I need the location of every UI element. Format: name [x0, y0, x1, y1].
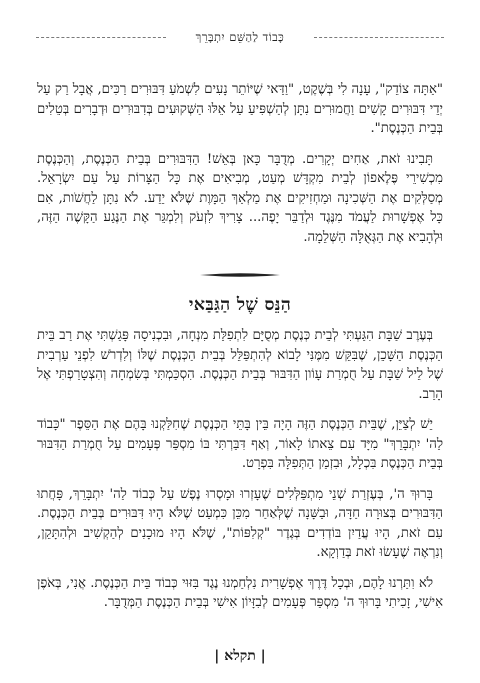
- paragraph: תָּבִינוּ זֹאת, אַחִים יְקָרִים. מְדֻבָּר כָּאן בְּאֵשׁ! הַדִּבּוּרִים בְּבֵית הַכְּנֶסֶת, וְהַכְּנֶסֶת מִכְשִׁירֵי פֶּלֶאפוֹן לְבֵית מִקְדָּשׁ מְעַט, מְבִיאִים אֶת כָּל הַצָּרוֹת עַל עַם יִשְׂרָאֵל. מְסַלְּקִים אֶת הַשְּׁכִינָה וּמַחְזִיקִים אֶת מַלְאַךְ הַמָּוֶת שֶׁלֹּא יֵדַע. לֹא נִתָּן לַחֲשֹׁות, אִם כָּל אֶפְשָׁרוּת לַעֲמֹד מִנֶּגֶד וּלְדַבֵּר יָפֶה... צָרִיךְ לִזְעֹק וְלִמְגֵּר אֶת הַנֶּגַע הַקָּשֶׁה הַזֶּה, וּלְהָבִיא אֶת הַגְּאֻלָּה הַשְּׁלֵמָה.: [37, 151, 443, 245]
- header-rule-right: [314, 37, 444, 38]
- page-number: | תקלא |: [214, 648, 266, 664]
- paragraph: "אַתָּה צוֹדֵק", עָנָה לִי בְּשֶׁקֶט, "וַדַּאי שֶׁיּוֹתֵר נָעִים לִשְׁמֹעַ דִּבּוּרִים רַכִּים, אֲבָל רַק עַל יְדֵי דִּבּוּרִים קָשִׁים וַחֲמוּרִים נִתָּן לְהַשְׁפִּיעַ עַל אֵלּוּ הַשְּׁקוּעִים בְּדִבּוּרִים וּדְבָרִים בְּטֵלִים בְּבֵית הַכְּנֶסֶת".: [37, 82, 443, 136]
- section-heading: הַנֵּס שֶׁל הַגַּבַּאי: [188, 295, 292, 315]
- paragraph: בְּעֶרֶב שַׁבָּת הִגַּעְתִּי לְבֵית כְּנֶסֶת מְסֻיָּם לִתְפִלַּת מִנְחָה, וּבִכְנִיסָה פָּגַשְׁתִּי אֶת רַב בֵּית הַכְּנֶסֶת הַשָּׁכֵן, שֶׁבִּקֵּשׁ מִמֶּנִּי לָבוֹא לְהִתְפַּלֵּל בְּבֵית הַכְּנֶסֶת שֶׁלּוֹ וְלִדְרֹשׁ לִפְנֵי עַרְבִית שֶׁל לֵיל שַׁבָּת עַל חֻמְרַת עָוֹון הַדִּבּוּר בְּבֵית הַכְּנֶסֶת. הִסְכַּמְתִּי בְּשִׂמְחָה וְהִצְטָרַפְתִּי אֶל הָרַב.: [37, 328, 443, 402]
- top-text-block: [37, 80, 443, 247]
- section-separator: [0, 270, 480, 280]
- paragraph: לֹא וִתַּרְנוּ לָהֶם, וּבְכָל דֶּרֶךְ אֶפְשָׁרִית נִלְחַמְנוּ נֶגֶד בִּזּוּי כְּבוֹד בֵּית הַכְּנֶסֶת. אֲנִי, בְּאֹפֶן אִישִׁי, זָכִיתִי בָּרוּךְ ה' מִסְפַּר פְּעָמִים לְבִזָּיוֹן אִישִׁי בְּבֵית הַכְּנֶסֶת הַמְּדֻבָּר.: [37, 575, 443, 610]
- running-header: [36, 30, 444, 44]
- ornament-divider-icon: [200, 271, 280, 279]
- header-rule-left: [36, 37, 166, 38]
- bottom-text-block: [37, 326, 443, 613]
- paragraph: יֵשׁ לְצַיֵּן, שֶׁבֵּית הַכְּנֶסֶת הַזֶּה הָיָה בֵּין בָּתֵּי הַכְּנֶסֶת שֶׁחִלַּקְנוּ בָּהֶם אֶת הַסֵּפֶר "כָּבוֹד לַה' יִתְבָּרֵךְ" מִיָּד עִם צֵאתוֹ לָאוֹר, וְאַף דִּבַּרְתִּי בּוֹ מִסְפַּר פְּעָמִים עַל חֻמְרַת הַדִּבּוּר בְּבֵית הַכְּנֶסֶת בִּכְלָל, וּבִזְמַן הַתְּפִלָּה בִּפְרָט.: [37, 417, 443, 471]
- paragraph: בָּרוּךְ ה', בְּעֶזְרַת שְׁנֵי מִתְפַּלְּלִים שֶׁעָזְרוּ וּמָסְרוּ נֶפֶשׁ עַל כְּבוֹד לַה' יִתְבָּרֵךְ, פָּחֲתוּ הַדִּבּוּרִים בְּצוּרָה חַדָּה, וּבַשָּׁנָה שֶׁלְּאַחַר מִכֵּן כִּמְעַט שֶׁלֹּא הָיוּ דִּבּוּרִים בְּבֵית הַכְּנֶסֶת. עִם זֹאת, הָיוּ עֲדַיִן בּוֹדְדִים בְּגֶדֶר "קְלִפּוֹת", שֶׁלֹּא הָיוּ מוּכָנִים לְהַקְשִׁיב וּלְהִתָּקֵן, וְנִרְאֶה שֶׁעָשׂוּ זֹאת בְּדַוְקָא.: [37, 486, 443, 560]
- running-header-title: כָּבוֹד לַהַשֵּׁם יִתְבָּרֵךְ: [190, 30, 291, 44]
